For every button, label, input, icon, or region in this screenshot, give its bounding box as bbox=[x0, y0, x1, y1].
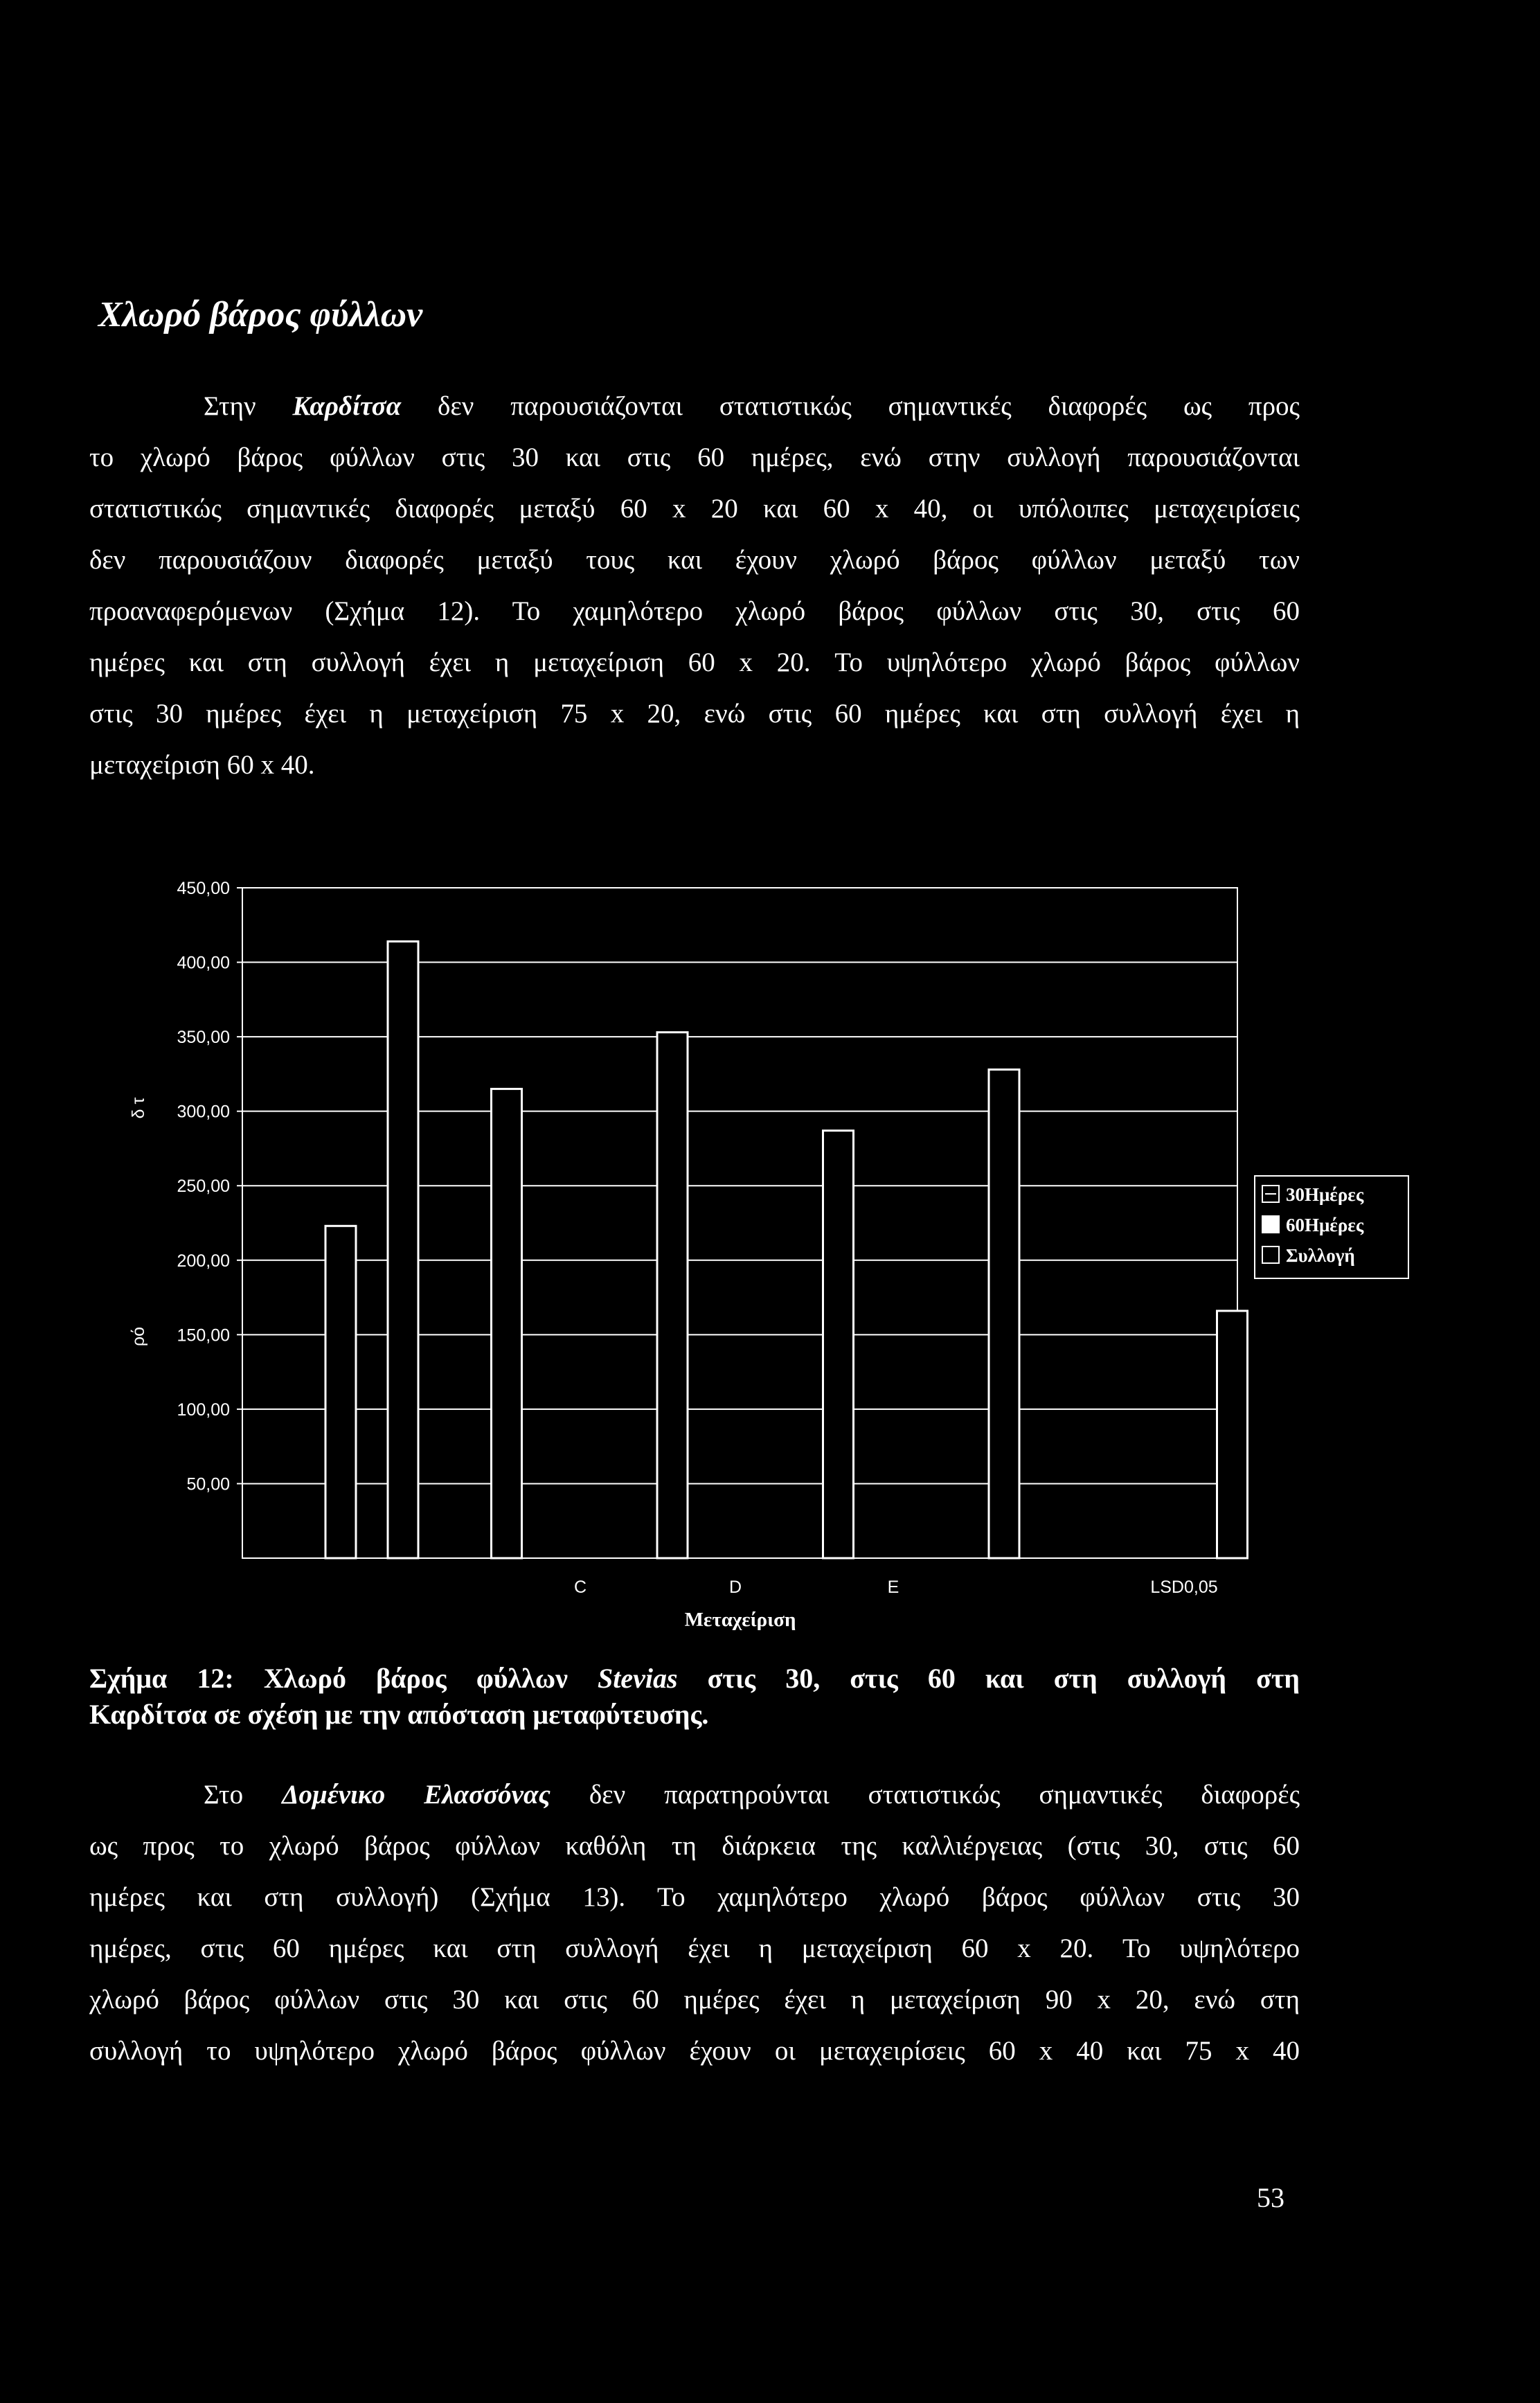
paragraph-domeniko bbox=[89, 1769, 1300, 2077]
bar bbox=[1217, 1311, 1248, 1558]
paragraph-line: ημέρες και στη συλλογή έχει η μεταχείριση 60 x 20. Το υψηλότερο χλωρό βάρος φύλλων bbox=[89, 647, 1300, 677]
paragraph-line: στις 30 ημέρες έχει η μεταχείριση 75 x 20, ενώ στις 60 ημέρες και στη συλλογή έχει η bbox=[89, 699, 1300, 729]
bar bbox=[823, 1131, 854, 1558]
y-axis-label: δ τ bbox=[129, 1097, 148, 1119]
y-axis-label: ρό bbox=[129, 1326, 148, 1347]
paragraph-line: συλλογή το υψηλότερο χλωρό βάρος φύλλων έχουν οι μεταχειρίσεις 60 x 40 και 75 x 40 bbox=[89, 2036, 1300, 2066]
paragraph-line: Στο Δομένικο Ελασσόνας δεν παρατηρούνται στατιστικώς σημαντικές διαφορές bbox=[204, 1780, 1300, 1810]
legend-label: Συλλογή bbox=[1286, 1245, 1355, 1266]
y-tick-label: 300,00 bbox=[177, 1102, 230, 1122]
bar bbox=[492, 1089, 522, 1558]
y-tick-label: 100,00 bbox=[177, 1400, 230, 1420]
bar bbox=[388, 941, 418, 1558]
paragraph-line: το χλωρό βάρος φύλλων στις 30 και στις 60 ημέρες, ενώ στην συλλογή παρουσιάζονται bbox=[89, 443, 1300, 472]
x-tick-label: C bbox=[573, 1578, 587, 1597]
legend-swatch bbox=[1262, 1247, 1279, 1263]
y-tick-label: 200,00 bbox=[177, 1251, 230, 1271]
bar bbox=[989, 1069, 1019, 1558]
y-tick-label: 450,00 bbox=[177, 879, 230, 898]
x-tick-label: D bbox=[728, 1578, 742, 1597]
bar bbox=[325, 1226, 356, 1558]
paragraph-line: δεν παρουσιάζουν διαφορές μεταξύ τους και έχουν χλωρό βάρος φύλλων μεταξύ των bbox=[89, 545, 1300, 575]
y-tick-label: 400,00 bbox=[177, 953, 230, 973]
paragraph-line: ημέρες, στις 60 ημέρες και στη συλλογή έχει η μεταχείριση 60 x 20. Το υψηλότερο bbox=[89, 1933, 1300, 1963]
x-tick-label: E bbox=[887, 1578, 899, 1597]
page-number: 53 bbox=[1257, 2182, 1284, 2213]
paragraph-line: μεταχείριση 60 x 40. bbox=[89, 750, 315, 780]
paragraph-line: προαναφερόμενων (Σχήμα 12). Το χαμηλότερο χλωρό βάρος φύλλων στις 30, στις 60 bbox=[89, 596, 1300, 626]
x-axis-label: Μεταχείριση bbox=[684, 1609, 796, 1631]
bar bbox=[657, 1033, 688, 1558]
paragraph-line: Στην Καρδίτσα δεν παρουσιάζονται στατιστικώς σημαντικές διαφορές ως προς bbox=[204, 391, 1300, 421]
paragraph-line: χλωρό βάρος φύλλων στις 30 και στις 60 ημέρες έχει η μεταχείριση 90 x 20, ενώ στη bbox=[89, 1985, 1300, 2015]
caption-line: Καρδίτσα σε σχέση με την απόσταση μεταφύτευσης. bbox=[89, 1699, 709, 1730]
section-heading: Χλωρό βάρος φύλλων bbox=[98, 295, 423, 334]
y-tick-label: 250,00 bbox=[177, 1177, 230, 1197]
legend-label: 60Ημέρες bbox=[1286, 1215, 1364, 1235]
y-tick-label: 50,00 bbox=[186, 1474, 230, 1494]
paragraph-line: ημέρες και στη συλλογή) (Σχήμα 13). Το χαμηλότερο χλωρό βάρος φύλλων στις 30 bbox=[89, 1882, 1300, 1912]
x-tick-label: LSD0,05 bbox=[1150, 1578, 1218, 1597]
paragraph-line: στατιστικώς σημαντικές διαφορές μεταξύ 60 x 20 και 60 x 40, οι υπόλοιπες μεταχειρίσεις bbox=[89, 494, 1300, 524]
legend-swatch bbox=[1262, 1216, 1279, 1233]
y-tick-label: 150,00 bbox=[177, 1325, 230, 1346]
legend-label: 30Ημέρες bbox=[1286, 1184, 1364, 1205]
y-tick-label: 350,00 bbox=[177, 1028, 230, 1048]
figure-caption bbox=[89, 1661, 1300, 1733]
caption-line: Σχήμα 12: Χλωρό βάρος φύλλων Stevias στις 30, στις 60 και στη συλλογή στη bbox=[89, 1663, 1300, 1694]
paragraph-line: ως προς το χλωρό βάρος φύλλων καθόλη τη διάρκεια της καλλιέργειας (στις 30, στις 60 bbox=[89, 1831, 1300, 1861]
